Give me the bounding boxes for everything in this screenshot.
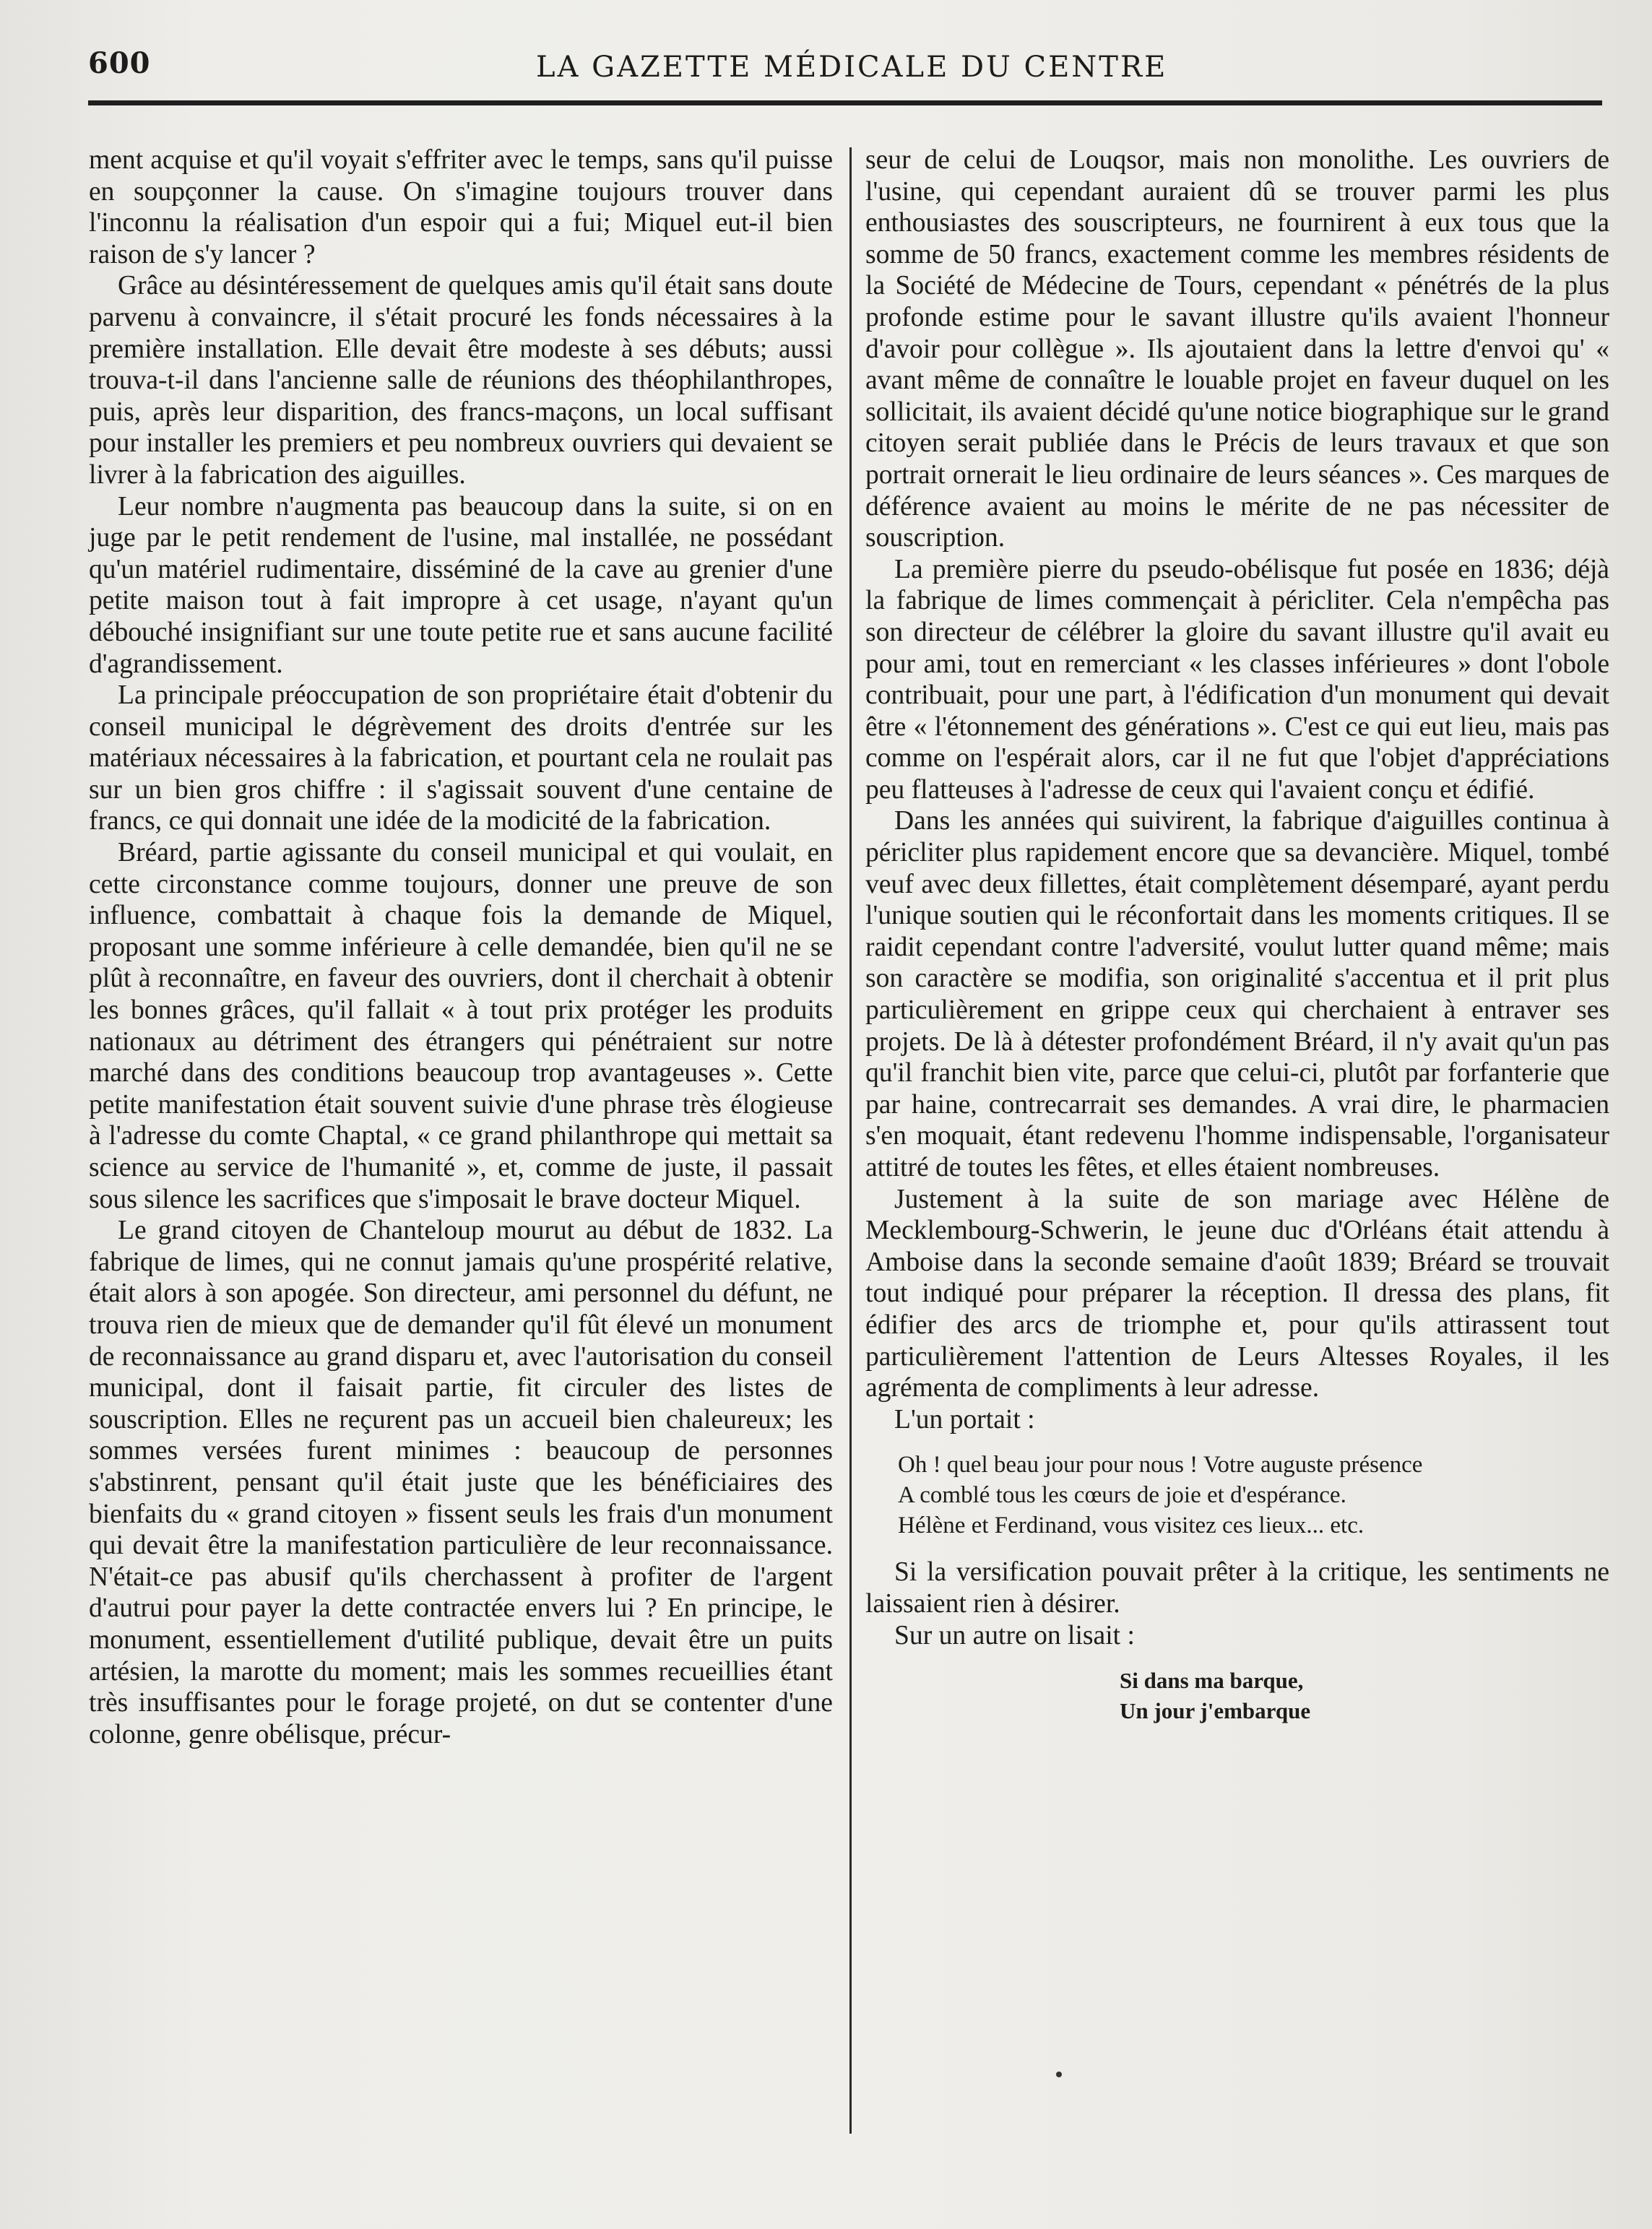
- paragraph: Justement à la suite de son mariage avec Hélène de Mecklembourg-Schwerin, le jeune duc d'Orléans était attendu à Amboise dans la seconde semaine d'août 1839; Bréard se trouvait tout indiqué pour préparer la réception. Il dressa des plans, fit édifier des arcs de triomphe et, pour qu'ils attirassent tout particulièrement l'attention de Leurs Altesses Royales, il les agrémenta de compliments à leur adresse.: [865, 1184, 1609, 1403]
- verse-quotation-second: [1120, 1666, 1609, 1726]
- header-rule: [88, 100, 1602, 105]
- paragraph: Grâce au désintéressement de quelques amis qu'il était sans doute parvenu à convaincre, il s'était procuré les fonds nécessaires à la première installation. Elle devait être modeste à ses débuts; aussi trouva-t-il dans l'ancienne salle de réunions des théophilanthropes, puis, après leur disparition, des francs-maçons, un local suffisant pour installer les premiers et peu nombreux ouvriers qui devaient se livrer à la fabrication des aiguilles.: [89, 271, 833, 490]
- paragraph: La première pierre du pseudo-obélisque fut posée en 1836; déjà la fabrique de limes commençait à péricliter. Cela n'empêcha pas son directeur de célébrer la gloire du savant illustre qu'il avait eu pour ami, tout en remerciant « les classes inférieures » dont l'obole contribuait, pour une part, à l'édification d'un monument qui devait être « l'étonnement des générations ». C'est ce qui eut lieu, mais pas comme on l'espérait alors, car il ne fut que l'objet d'appréciations peu flatteuses à l'adresse de ceux qui l'avaient conçu et édifié.: [865, 554, 1609, 805]
- verse-line: Si dans ma barque,: [1120, 1668, 1304, 1694]
- page-number: 600: [88, 46, 151, 80]
- right-column: [865, 144, 1609, 1726]
- paragraph: Sur un autre on lisait :: [894, 1620, 1135, 1650]
- paragraph: seur de celui de Louqsor, mais non monolithe. Les ouvriers de l'usine, qui cependant auraient dû se trouver parmi les plus enthousiastes des souscripteurs, ne fournirent à eux tous que la somme de 50 francs, exactement comme les membres résidents de la Société de Médecine de Tours, cependant « pénétrés de la plus profonde estime pour le savant illustre qu'ils avaient l'honneur d'avoir pour collègue ». Ils ajoutaient dans la lettre d'envoi qu' « avant même de connaître le louable projet en faveur duquel on les sollicitait, ils avaient décidé qu'une notice biographique sur le grand citoyen serait publiée dans le Précis de leurs travaux et que son portrait ornerait le lieu ordinaire de leurs séances ». Ces marques de déférence avaient au moins le mérite de ne pas nécessiter de souscription.: [865, 145, 1609, 553]
- left-column: [89, 144, 833, 1750]
- ink-dot: [1056, 2072, 1062, 2077]
- verse-line: Hélène et Ferdinand, vous visitez ces lieux... etc.: [898, 1512, 1365, 1539]
- verse-quotation: [898, 1450, 1609, 1541]
- column-divider: [849, 147, 852, 2134]
- running-title: LA GAZETTE MÉDICALE DU CENTRE: [536, 51, 1168, 84]
- paragraph: Le grand citoyen de Chanteloup mourut au début de 1832. La fabrique de limes, qui ne connut jamais qu'une prospérité relative, était alors à son apogée. Son directeur, ami personnel du défunt, ne trouva rien de mieux que de demander qu'il fût élevé un monument de reconnaissance au grand disparu et, avec l'autorisation du conseil municipal, dont il faisait partie, fit circuler des listes de souscription. Elles ne reçurent pas un accueil bien chaleureux; les sommes versées furent minimes : beaucoup de personnes s'abstinrent, pensant qu'il était juste que les bénéficiaires des bienfaits du « grand citoyen » fissent seuls les frais d'un monument qui devait être la manifestation particulière de leur reconnaissance. N'était-ce pas abusif qu'ils cherchassent à profiter de l'argent d'autrui pour payer la dette contractée envers lui ? En principe, le monument, essentiellement d'utilité publique, devait être un puits artésien, la marotte du moment; mais les sommes recueillies étant très insuffisantes pour le forage projeté, on dut se contenter d'une colonne, genre obélisque, précur-: [89, 1216, 833, 1749]
- paragraph: ment acquise et qu'il voyait s'effriter avec le temps, sans qu'il puisse en soupçonner la cause. On s'imagine toujours trouver dans l'inconnu la réalisation d'un espoir qui a fui; Miquel eut-il bien raison de s'y lancer ?: [89, 145, 833, 269]
- paragraph: Dans les années qui suivirent, la fabrique d'aiguilles continua à péricliter plus rapidement encore que sa devancière. Miquel, tombé veuf avec deux fillettes, était complètement désemparé, ayant perdu l'unique soutien qui le réconfortait dans les moments critiques. Il se raidit cependant contre l'adversité, voulut lutter quand même; mais son caractère se modifia, son originalité s'accentua et il prit plus particulièrement en grippe ceux qui cherchaient à entraver ses projets. De là à détester profondément Bréard, il n'y avait qu'un pas qu'il franchit bien vite, parce que celui-ci, plutôt par forfanterie que par haine, contrecarrait ses demandes. A vrai dire, le pharmacien s'en moquait, étant redevenu l'homme indispensable, l'organisateur attitré de toutes les fêtes, et elles étaient nombreuses.: [865, 806, 1609, 1182]
- page-header: [88, 40, 1602, 84]
- paragraph: L'un portait :: [894, 1404, 1035, 1434]
- verse-line: Oh ! quel beau jour pour nous ! Votre auguste présence: [898, 1452, 1423, 1479]
- paragraph: Si la versification pouvait prêter à la critique, les sentiments ne laissaient rien à désirer.: [865, 1557, 1609, 1619]
- verse-line: A comblé tous les cœurs de joie et d'espérance.: [898, 1482, 1346, 1509]
- paragraph: La principale préoccupation de son propriétaire était d'obtenir du conseil municipal le dégrèvement des droits d'entrée sur les matériaux nécessaires à la fabrication, et pourtant cela ne roulait pas sur un bien gros chiffre : il s'agissait souvent d'une centaine de francs, ce qui donnait une idée de la modicité de la fabrication.: [89, 680, 833, 836]
- verse-line: Un jour j'embarque: [1120, 1698, 1311, 1724]
- paragraph: Bréard, partie agissante du conseil municipal et qui voulait, en cette circonstance comme toujours, donner une preuve de son influence, combattait à chaque fois la demande de Miquel, proposant une somme inférieure à celle demandée, bien qu'il ne se plût à reconnaître, en faveur des ouvriers, dont il cherchait à obtenir les bonnes grâces, qu'il fallait « à tout prix protéger les produits nationaux au détriment des étrangers qui pénétraient sur notre marché dans des conditions beaucoup trop avantageuses ». Cette petite manifestation était souvent suivie d'une phrase très élogieuse à l'adresse du comte Chaptal, « ce grand philanthrope qui mettait sa science au service de l'humanité », et, comme de juste, il passait sous silence les sacrifices que s'imposait le brave docteur Miquel.: [89, 838, 833, 1214]
- paragraph: Leur nombre n'augmenta pas beaucoup dans la suite, si on en juge par le petit rendement de l'usine, mal installée, ne possédant qu'un matériel rudimentaire, disséminé de la cave au grenier d'une petite maison tout à fait impropre à cet usage, n'ayant qu'un débouché insignifiant sur une toute petite rue et sans aucune facilité d'agrandissement.: [89, 491, 833, 679]
